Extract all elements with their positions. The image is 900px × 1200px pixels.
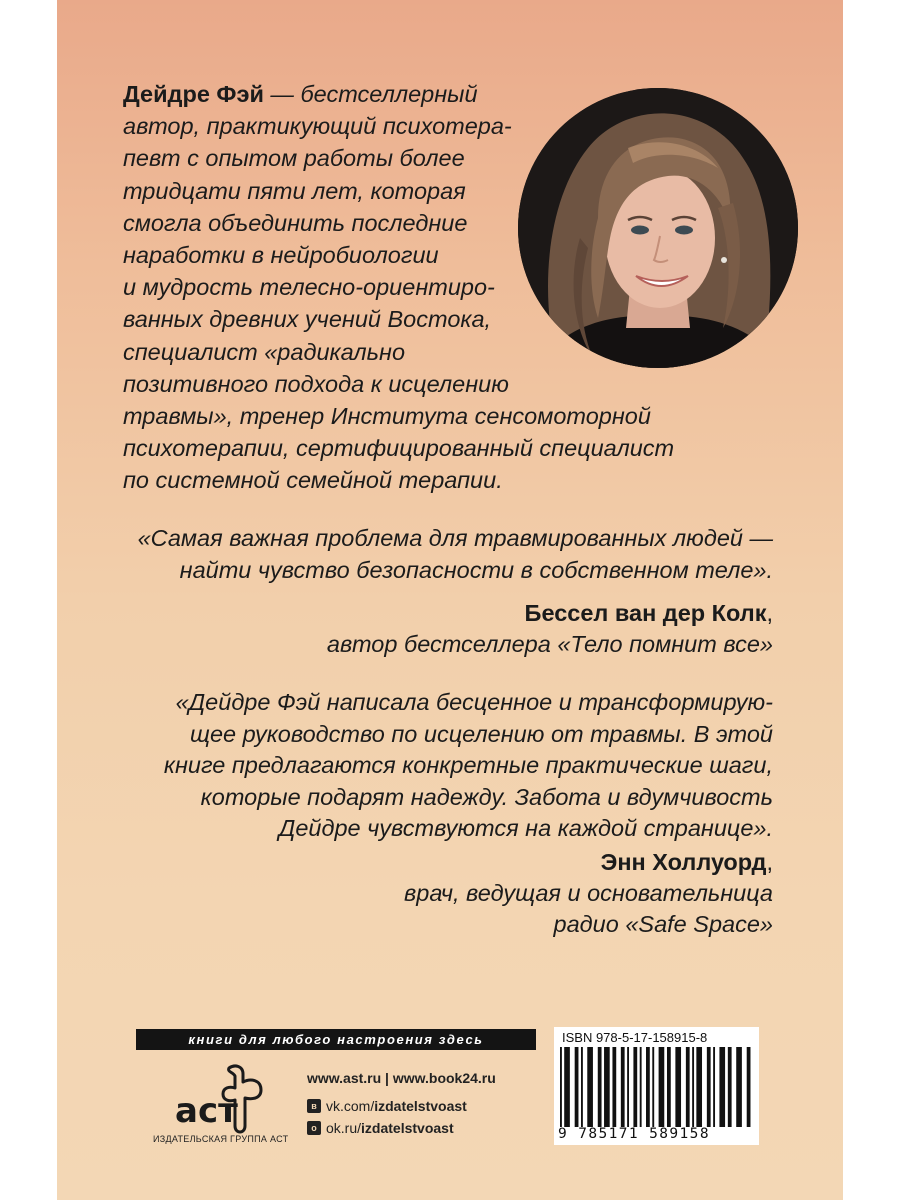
quote-line: которые подарят надежду. Забота и вдумчивость bbox=[200, 783, 773, 810]
ok-link[interactable]: о ok.ru/ izdatelstvoast bbox=[307, 1120, 496, 1136]
quote-1-author: Бессел ван дер Колк bbox=[524, 600, 767, 626]
publisher-name: ИЗДАТЕЛЬСКАЯ ГРУППА АСТ bbox=[153, 1134, 289, 1144]
barcode-bar bbox=[587, 1047, 593, 1127]
quote-line: щее руководство по исцелению от травмы. В этой bbox=[189, 720, 773, 747]
barcode-bar bbox=[627, 1047, 629, 1127]
bio-line: тридцати пяти лет, которая bbox=[123, 177, 466, 204]
bio-line: певт с опытом работы более bbox=[123, 145, 465, 172]
barcode-digits: 9 785171 589158 bbox=[558, 1126, 710, 1142]
barcode-bar bbox=[640, 1047, 642, 1127]
bio-line: автор, практикующий психотера- bbox=[123, 113, 512, 140]
barcode-bar bbox=[564, 1047, 570, 1127]
bio-line: Дейдре Фэй — бестселлерный bbox=[123, 81, 478, 107]
barcode-bar bbox=[696, 1047, 702, 1127]
bio-line: травмы», тренер Института сенсомоторной bbox=[123, 403, 651, 430]
barcode-bar bbox=[719, 1047, 725, 1127]
barcode-bar bbox=[675, 1047, 681, 1127]
bio-line: смогла объединить последние bbox=[123, 209, 468, 236]
quote-1 bbox=[138, 523, 773, 586]
quote-line: «Самая важная проблема для травмированных людей — bbox=[137, 525, 773, 551]
barcode-bar bbox=[713, 1047, 715, 1127]
author-photo bbox=[518, 88, 798, 368]
barcode-bar bbox=[728, 1047, 732, 1127]
barcode-bar bbox=[633, 1047, 637, 1127]
bio-line: наработки в нейробиологии bbox=[123, 242, 439, 269]
quote-line: «Дейдре Фэй написала бесценное и трансформирую- bbox=[175, 689, 773, 715]
quote-1-attribution: Бессел ван дер Колк, автор бестселлера «Тело помнит все» bbox=[327, 598, 773, 660]
barcode-bar bbox=[646, 1047, 650, 1127]
bio-line: по системной семейной терапии. bbox=[123, 467, 503, 494]
barcode-bars bbox=[560, 1047, 753, 1127]
ok-icon: о bbox=[307, 1121, 321, 1135]
quote-line: книге предлагаются конкретные практические шаги, bbox=[163, 752, 773, 778]
vk-link[interactable]: в vk.com/ izdatelstvoast bbox=[307, 1098, 496, 1114]
quote-2-author: Энн Холлуорд bbox=[600, 849, 767, 875]
quote-2-attribution: Энн Холлуорд, врач, ведущая и основательница радио «Safe Space» bbox=[404, 847, 773, 940]
website-links[interactable]: www.ast.ru | www.book24.ru bbox=[307, 1070, 496, 1086]
barcode-bar bbox=[598, 1047, 602, 1127]
bio-line: ванных древних учений Востока, bbox=[123, 306, 492, 333]
barcode-bar bbox=[575, 1047, 579, 1127]
barcode-bar bbox=[652, 1047, 654, 1127]
bio-line: психотерапии, сертифицированный специалист bbox=[123, 435, 675, 462]
barcode-bar bbox=[604, 1047, 610, 1127]
barcode-bar bbox=[621, 1047, 625, 1127]
bio-author-name: Дейдре Фэй bbox=[123, 81, 264, 107]
bio-line: специалист «радикально bbox=[123, 338, 406, 365]
barcode-bar bbox=[581, 1047, 583, 1127]
quote-1-author-desc: автор бестселлера «Тело помнит все» bbox=[326, 631, 773, 657]
vk-icon: в bbox=[307, 1099, 321, 1113]
quote-line: Дейдре чувствуются на каждой странице». bbox=[278, 815, 773, 841]
quote-2-author-desc: радио «Safe Space» bbox=[553, 911, 773, 937]
quote-2 bbox=[164, 687, 773, 845]
bio-line: и мудрость телесно-ориентиро- bbox=[123, 274, 495, 301]
quote-2-author-desc: врач, ведущая и основательница bbox=[404, 880, 773, 906]
barcode-bar bbox=[707, 1047, 711, 1127]
barcode-bar bbox=[686, 1047, 690, 1127]
barcode-bar bbox=[560, 1047, 562, 1127]
book-back-cover bbox=[57, 0, 843, 1200]
barcode-bar bbox=[612, 1047, 616, 1127]
barcode-bar bbox=[736, 1047, 742, 1127]
bio-line: позитивного подхода к исцелению bbox=[123, 370, 509, 397]
publisher-links bbox=[307, 1070, 496, 1142]
logo-text: аст bbox=[175, 1091, 238, 1131]
isbn-number: ISBN 978-5-17-158915-8 bbox=[562, 1030, 708, 1045]
barcode-bar bbox=[667, 1047, 671, 1127]
quote-line: найти чувство безопасности в собственном теле». bbox=[179, 556, 773, 583]
isbn-barcode bbox=[554, 1027, 759, 1145]
tagline-banner: книги для любого настроения здесь bbox=[136, 1029, 536, 1050]
barcode-bar bbox=[747, 1047, 751, 1127]
barcode-bar bbox=[659, 1047, 665, 1127]
barcode-bar bbox=[692, 1047, 694, 1127]
